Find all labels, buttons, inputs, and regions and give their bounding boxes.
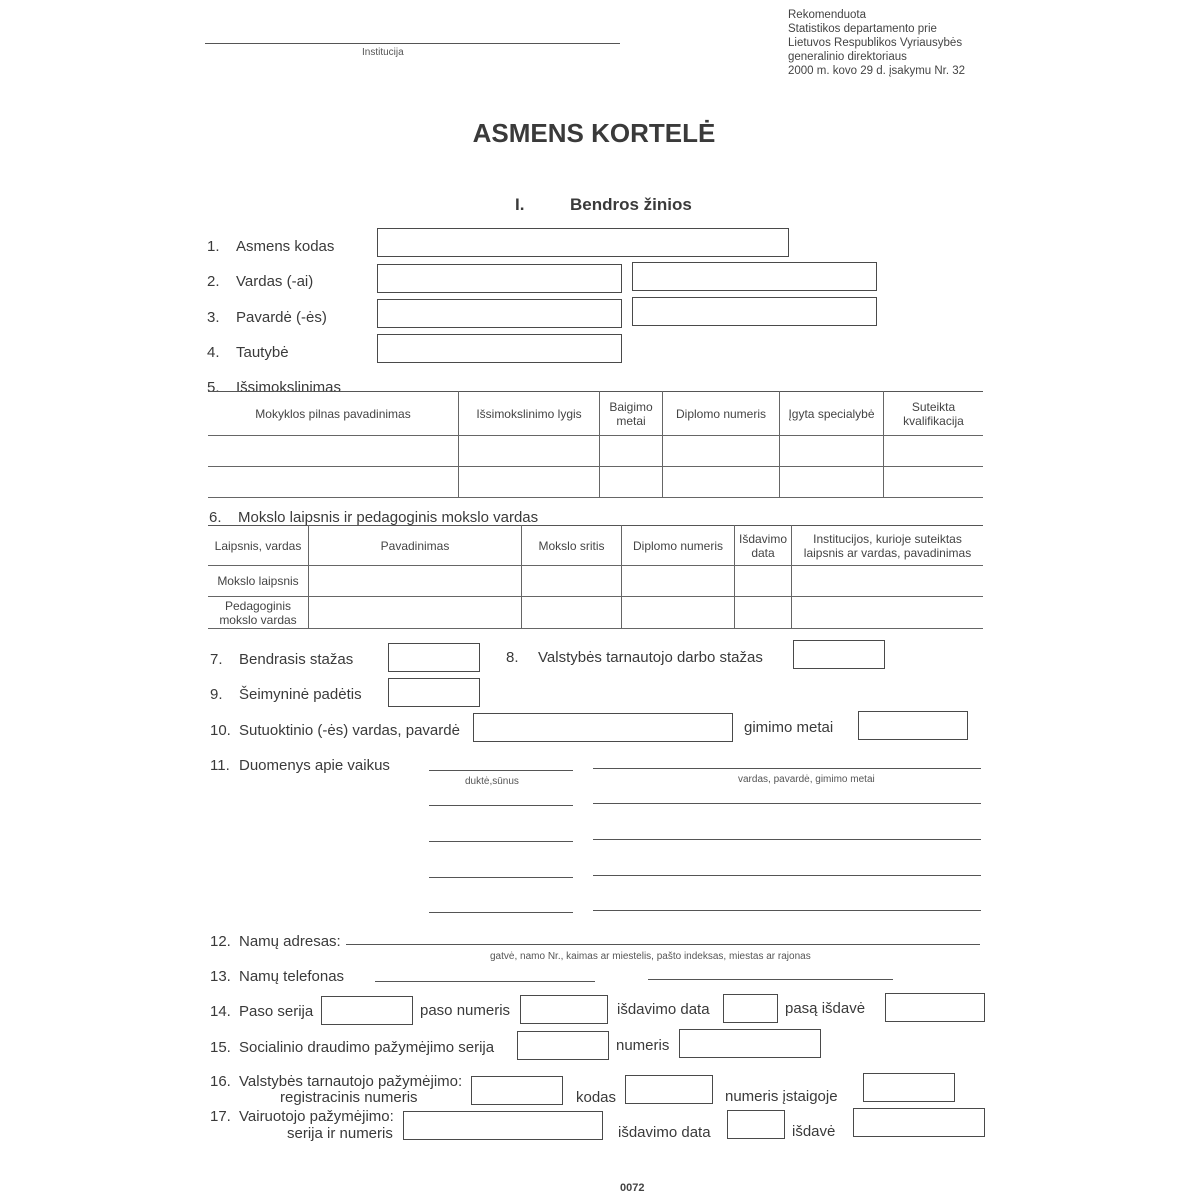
isdave-input[interactable] [853,1108,985,1137]
namu-telefonas-line-2[interactable] [648,979,893,980]
table-cell[interactable] [522,597,622,629]
child-relation-caption: duktė,sūnus [465,776,519,787]
asmens-kodas-label: Asmens kodas [236,238,335,255]
socialinio-serija-input[interactable] [517,1031,609,1060]
isdavimo-data-label: išdavimo data [617,1001,710,1018]
namu-adresas-caption: gatvė, namo Nr., kaimas ar miestelis, pašto indeksas, miestas ar rajonas [490,951,811,962]
table-cell[interactable] [884,436,984,467]
registracinis-numeris-label: registracinis numeris [280,1089,418,1106]
paso-serija-label: Paso serija [239,1003,314,1020]
table-cell[interactable] [735,566,792,597]
pasa-isdave-input[interactable] [885,993,985,1022]
table-cell[interactable] [780,467,884,498]
table-cell[interactable] [309,566,522,597]
table-cell[interactable] [600,467,663,498]
row-label: Mokslo laipsnis [208,566,309,597]
namu-adresas-line[interactable] [346,944,980,945]
page-title: ASMENS KORTELĖ [472,118,716,148]
field-number: 7. [210,651,223,668]
child-relation-line[interactable] [429,805,573,806]
field-number: 5. [207,379,220,396]
tautybe-input[interactable] [377,334,622,363]
recommendation-line: 2000 m. kovo 29 d. įsakymu Nr. 32 [788,65,966,77]
field-number: 6. [209,509,222,526]
socialinio-numeris-label: numeris [616,1037,670,1054]
isdavimo-data-input[interactable] [723,994,778,1023]
child-relation-line[interactable] [429,841,573,842]
table-cell[interactable] [459,467,600,498]
child-details-line[interactable] [593,910,981,911]
paso-serija-input[interactable] [321,996,413,1025]
vardas-input-1[interactable] [377,264,622,293]
field-number: 15. [210,1039,231,1056]
child-relation-line[interactable] [429,770,573,771]
numeris-istaigoje-input[interactable] [863,1073,955,1102]
vairuotojo-isdavimo-data-label: išdavimo data [618,1124,711,1141]
section-numeral: I. [515,195,525,214]
tarnautojo-stazas-label: Valstybės tarnautojo darbo stažas [538,649,763,666]
table-cell[interactable] [792,597,984,629]
field-number: 2. [207,273,220,290]
child-details-line[interactable] [593,768,981,769]
col-header: Įgyta specialybė [780,392,884,436]
table-cell[interactable] [780,436,884,467]
bendrasis-stazas-label: Bendrasis stažas [239,651,354,668]
gimimo-metai-label: gimimo metai [744,719,834,736]
seimynine-padetis-label: Šeimyninė padėtis [239,686,362,703]
education-table [208,391,983,498]
col-header: Baigimo metai [600,392,663,436]
mokslo-laipsnis-label: Mokslo laipsnis ir pedagoginis mokslo vardas [238,509,539,526]
child-relation-line[interactable] [429,877,573,878]
field-number: 17. [210,1108,231,1125]
vairuotojo-pazymejimo-label: Vairuotojo pažymėjimo: [239,1108,394,1125]
col-header: Institucijos, kurioje suteiktas laipsnis ar vardas, pavadinimas [792,526,984,566]
field-number: 4. [207,344,220,361]
field-number: 9. [210,686,223,703]
vardas-label: Vardas (-ai) [236,273,314,290]
col-header: Mokslo sritis [522,526,622,566]
kodas-input[interactable] [625,1075,713,1104]
child-details-line[interactable] [593,875,981,876]
isdave-label: išdavė [792,1123,836,1140]
table-cell[interactable] [522,566,622,597]
vaikai-label: Duomenys apie vaikus [239,757,390,774]
seimynine-padetis-input[interactable] [388,678,480,707]
col-header: Suteikta kvalifikacija [884,392,984,436]
pavarde-label: Pavardė (-ės) [236,309,327,326]
field-number: 14. [210,1003,231,1020]
field-number: 11. [210,757,230,774]
degree-table [208,525,983,629]
recommendation-line: Statistikos departamento prie [788,23,937,35]
table-cell[interactable] [735,597,792,629]
registracinis-numeris-input[interactable] [471,1076,563,1105]
asmens-kodas-input[interactable] [377,228,789,257]
recommendation-line: Rekomenduota [788,9,866,21]
col-header: Laipsnis, vardas [208,526,309,566]
col-header: Mokyklos pilnas pavadinimas [208,392,459,436]
table-cell[interactable] [309,597,522,629]
row-label: Pedagoginis mokslo vardas [208,597,309,629]
namu-telefonas-line-1[interactable] [375,981,595,982]
tarnautojo-stazas-input[interactable] [793,640,885,669]
paso-numeris-input[interactable] [520,995,608,1024]
kodas-label: kodas [576,1089,617,1106]
child-relation-line[interactable] [429,912,573,913]
field-number: 3. [207,309,220,326]
pavarde-input-1[interactable] [377,299,622,328]
col-header: Išsimokslinimo lygis [459,392,600,436]
section-title: Bendros žinios [570,195,692,214]
tautybe-label: Tautybė [236,344,289,361]
socialinio-numeris-input[interactable] [679,1029,821,1058]
field-number: 1. [207,238,220,255]
sutuoktinio-label: Sutuoktinio (-ės) vardas, pavardė [239,722,460,739]
table-cell[interactable] [622,566,735,597]
table-cell[interactable] [792,566,984,597]
field-number: 8. [506,649,519,666]
namu-telefonas-label: Namų telefonas [239,968,345,985]
tarnautojo-pazymejimo-label: Valstybės tarnautojo pažymėjimo: [239,1073,463,1090]
institution-line [205,43,620,44]
table-cell[interactable] [622,597,735,629]
field-number: 10. [210,722,231,739]
col-header: Išdavimo data [735,526,792,566]
issimokslinimas-label: Išsimokslinimas [236,379,342,396]
serija-ir-numeris-input[interactable] [403,1111,603,1140]
table-cell[interactable] [663,436,780,467]
col-header: Diplomo numeris [663,392,780,436]
socialinio-draudimo-label: Socialinio draudimo pažymėjimo serija [239,1039,495,1056]
table-cell[interactable] [459,436,600,467]
pavarde-input-2[interactable] [632,297,877,326]
table-cell[interactable] [663,467,780,498]
numeris-istaigoje-label: numeris įstaigoje [725,1088,838,1105]
table-cell[interactable] [600,436,663,467]
bendrasis-stazas-input[interactable] [388,643,480,672]
recommendation-line: Lietuvos Respublikos Vyriausybės [788,37,963,49]
child-details-line[interactable] [593,839,981,840]
gimimo-metai-input[interactable] [858,711,968,740]
pasa-isdave-label: pasą išdavė [785,1000,866,1017]
form-code: 0072 [620,1182,645,1194]
field-number: 12. [210,933,231,950]
table-cell[interactable] [884,467,984,498]
sutuoktinio-input[interactable] [473,713,733,742]
institution-caption: Institucija [362,47,404,58]
field-number: 13. [210,968,231,985]
table-cell[interactable] [208,467,459,498]
recommendation-note [788,8,965,78]
vardas-input-2[interactable] [632,262,877,291]
table-cell[interactable] [208,436,459,467]
vairuotojo-isdavimo-data-input[interactable] [727,1110,785,1139]
namu-adresas-label: Namų adresas: [239,933,341,950]
child-details-line[interactable] [593,803,981,804]
recommendation-line: generalinio direktoriaus [788,51,907,63]
col-header: Pavadinimas [309,526,522,566]
field-number: 16. [210,1073,231,1090]
child-details-caption: vardas, pavardė, gimimo metai [738,774,875,785]
paso-numeris-label: paso numeris [420,1002,511,1019]
col-header: Diplomo numeris [622,526,735,566]
serija-ir-numeris-label: serija ir numeris [287,1125,393,1142]
